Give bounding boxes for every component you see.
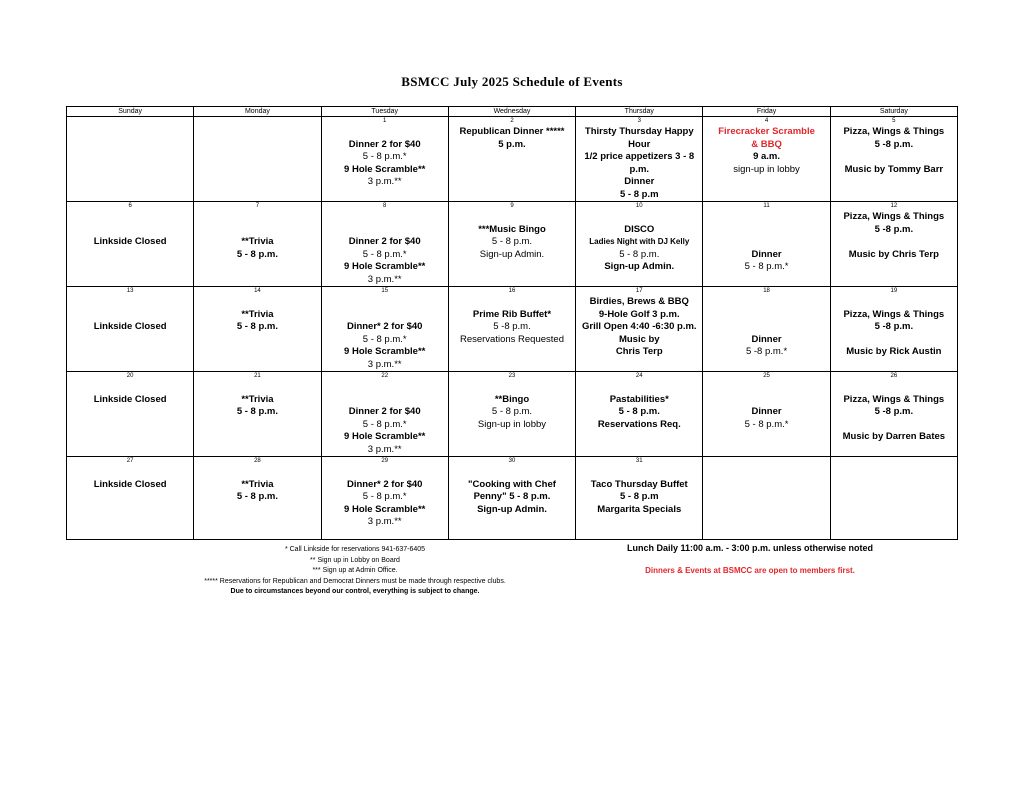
week-row bbox=[67, 202, 958, 287]
event-line bbox=[831, 419, 957, 432]
day-number: 9 bbox=[510, 203, 514, 209]
event-line: Music by Rick Austin bbox=[846, 346, 942, 357]
day-events bbox=[703, 126, 829, 176]
day-cell bbox=[194, 287, 321, 372]
week-row bbox=[67, 457, 958, 540]
day-cell bbox=[576, 457, 703, 540]
day-cell bbox=[194, 202, 321, 287]
event-line: 9 a.m. bbox=[753, 151, 781, 162]
event-line: & BBQ bbox=[751, 138, 782, 150]
day-cell bbox=[67, 117, 194, 202]
day-cell bbox=[830, 457, 957, 540]
event-line bbox=[576, 381, 702, 394]
day-cell bbox=[194, 117, 321, 202]
day-number: 27 bbox=[126, 458, 134, 464]
day-number bbox=[194, 117, 320, 126]
day-number: 3 bbox=[637, 118, 641, 124]
day-number bbox=[831, 457, 957, 466]
day-events bbox=[703, 211, 829, 274]
day-number: 11 bbox=[763, 203, 770, 209]
event-line bbox=[576, 211, 702, 224]
day-cell bbox=[703, 287, 830, 372]
day-number: 13 bbox=[126, 288, 134, 294]
event-line bbox=[703, 224, 829, 237]
event-line: Linkside Closed bbox=[93, 478, 167, 490]
day-number: 24 bbox=[635, 373, 643, 379]
day-number bbox=[67, 117, 193, 126]
footnotes bbox=[170, 545, 540, 598]
day-number: 7 bbox=[255, 203, 260, 209]
event-line: 5 - 8 p.m. bbox=[491, 406, 533, 417]
day-number: 12 bbox=[890, 203, 898, 209]
event-line: 3 p.m.** bbox=[367, 443, 402, 455]
day-events bbox=[322, 381, 448, 456]
event-line: 3 p.m.** bbox=[367, 358, 402, 370]
footnote-line: Due to circumstances beyond our control, everything is subject to change. bbox=[230, 588, 480, 595]
footnote-line: ***** Reservations for Republican and Democrat Dinners must be made through respective clubs. bbox=[204, 577, 506, 585]
day-number: 25 bbox=[763, 373, 770, 379]
day-number: 17 bbox=[635, 288, 643, 294]
event-line bbox=[449, 381, 575, 394]
event-line: Dinner* 2 for $40 bbox=[346, 321, 423, 332]
event-line bbox=[831, 236, 957, 249]
day-number: 29 bbox=[381, 458, 389, 464]
event-line bbox=[703, 236, 829, 249]
event-line: 5 -8 p.m. bbox=[874, 138, 914, 150]
day-cell bbox=[67, 287, 194, 372]
event-line: 5 - 8 p.m. bbox=[618, 406, 660, 417]
day-events bbox=[703, 381, 829, 431]
event-line: Pastabilities* bbox=[609, 393, 669, 405]
event-line: Thirsty Thursday Happy Hour bbox=[584, 126, 694, 150]
day-number: 18 bbox=[763, 288, 770, 294]
event-line: Pizza, Wings & Things bbox=[843, 211, 945, 222]
event-line bbox=[703, 394, 829, 407]
event-line: 9-Hole Golf 3 p.m. bbox=[598, 308, 680, 320]
day-cell bbox=[576, 117, 703, 202]
weekday-header-saturday: Saturday bbox=[830, 107, 957, 117]
event-line: Sign-up Admin. bbox=[479, 248, 545, 260]
day-number: 19 bbox=[890, 288, 898, 294]
event-line bbox=[449, 466, 575, 479]
day-cell bbox=[576, 287, 703, 372]
day-cell bbox=[448, 117, 575, 202]
event-line: Dinner 2 for $40 bbox=[348, 138, 421, 150]
event-line: 5 - 8 p.m bbox=[619, 491, 659, 502]
event-line: Dinner 2 for $40 bbox=[348, 236, 421, 247]
day-events bbox=[449, 381, 575, 431]
day-events bbox=[449, 126, 575, 151]
event-line bbox=[449, 296, 575, 309]
event-line: Grill Open 4:40 -6:30 p.m. bbox=[581, 321, 697, 332]
footnote-line: * Call Linkside for reservations 941-637-6405 bbox=[284, 546, 426, 553]
event-line: 9 Hole Scramble** bbox=[344, 261, 426, 272]
day-events bbox=[831, 381, 957, 444]
day-events bbox=[322, 296, 448, 371]
day-events bbox=[67, 466, 193, 491]
day-events bbox=[831, 126, 957, 176]
day-cell bbox=[321, 202, 448, 287]
event-line: 3 p.m.** bbox=[367, 273, 402, 285]
day-events bbox=[576, 211, 702, 274]
calendar-body bbox=[67, 117, 958, 540]
footnote-line: ** Sign up in Lobby on Board bbox=[310, 556, 400, 564]
day-events bbox=[831, 211, 957, 261]
event-line: 5 - 8 p.m. bbox=[619, 248, 660, 260]
day-events bbox=[194, 296, 320, 334]
event-line: 5 - 8 p.m.* bbox=[362, 333, 407, 345]
footnote-line: *** Sign up at Admin Office. bbox=[312, 567, 398, 574]
day-number: 21 bbox=[254, 373, 261, 379]
event-line: Firecracker Scramble bbox=[718, 126, 815, 137]
day-events bbox=[831, 296, 957, 359]
event-line: Republican Dinner ***** bbox=[459, 126, 565, 137]
event-line bbox=[322, 394, 448, 407]
event-line: Pizza, Wings & Things bbox=[843, 393, 945, 405]
day-events bbox=[703, 296, 829, 359]
event-line bbox=[703, 309, 829, 322]
event-line bbox=[831, 334, 957, 347]
day-cell bbox=[703, 117, 830, 202]
event-line bbox=[67, 381, 193, 394]
day-number: 23 bbox=[508, 373, 516, 379]
event-line: sign-up in lobby bbox=[733, 163, 800, 175]
event-line bbox=[703, 296, 829, 309]
event-line: Music by bbox=[618, 333, 660, 345]
event-line bbox=[703, 321, 829, 334]
day-cell bbox=[321, 117, 448, 202]
event-line: Music by Darren Bates bbox=[842, 431, 946, 442]
event-line bbox=[322, 296, 448, 309]
event-line: DISCO bbox=[624, 223, 655, 235]
day-number: 10 bbox=[635, 203, 643, 209]
event-line: 5 - 8 p.m. bbox=[236, 248, 279, 260]
page-title: BSMCC July 2025 Schedule of Events bbox=[401, 74, 623, 89]
day-cell bbox=[448, 372, 575, 457]
day-cell bbox=[576, 202, 703, 287]
day-cell bbox=[830, 372, 957, 457]
event-line bbox=[322, 466, 448, 479]
event-line: Dinner bbox=[751, 406, 782, 417]
event-line bbox=[67, 224, 193, 237]
event-line: 5 - 8 p.m.* bbox=[744, 418, 789, 430]
day-number: 30 bbox=[508, 458, 516, 464]
event-line bbox=[703, 381, 829, 394]
day-cell bbox=[703, 202, 830, 287]
day-events bbox=[194, 466, 320, 504]
day-events bbox=[322, 211, 448, 286]
event-line: Margarita Specials bbox=[597, 503, 682, 515]
event-line: Dinner 2 for $40 bbox=[348, 406, 421, 417]
event-line: **Bingo bbox=[494, 393, 530, 405]
event-line bbox=[67, 309, 193, 322]
event-line: Linkside Closed bbox=[93, 236, 167, 247]
day-number: 2 bbox=[510, 118, 514, 124]
day-cell bbox=[576, 372, 703, 457]
day-events bbox=[322, 466, 448, 529]
event-line bbox=[194, 381, 320, 394]
event-line bbox=[831, 151, 957, 164]
event-line bbox=[831, 381, 957, 394]
event-line: Reservations Req. bbox=[597, 418, 681, 430]
event-line: "Cooking with Chef bbox=[468, 478, 556, 490]
day-number: 31 bbox=[635, 458, 643, 464]
event-line: Dinner bbox=[751, 248, 782, 260]
event-line: 5 -8 p.m. bbox=[493, 321, 531, 332]
event-line: Pizza, Wings & Things bbox=[843, 308, 945, 320]
weekday-header-friday: Friday bbox=[703, 107, 830, 117]
day-events bbox=[194, 381, 320, 419]
event-line: Prime Rib Buffet* bbox=[472, 308, 552, 320]
weekday-header-monday: Monday bbox=[194, 107, 321, 117]
event-line: 9 Hole Scramble** bbox=[344, 503, 426, 515]
day-number: 15 bbox=[381, 288, 389, 294]
event-line bbox=[322, 224, 448, 237]
event-line: Sign-up Admin. bbox=[477, 503, 547, 515]
event-line: 5 p.m. bbox=[498, 138, 526, 150]
day-cell bbox=[703, 372, 830, 457]
event-line: 5 - 8 p.m.* bbox=[744, 261, 789, 272]
event-line: 1/2 price appetizers 3 - 8 p.m. bbox=[584, 151, 695, 175]
event-line bbox=[322, 211, 448, 224]
day-cell bbox=[67, 202, 194, 287]
event-line bbox=[67, 466, 193, 479]
event-line: Penny" 5 - 8 p.m. bbox=[473, 491, 551, 502]
day-number: 16 bbox=[508, 288, 516, 294]
event-line: 5 - 8 p.m. bbox=[236, 491, 279, 502]
event-line bbox=[194, 466, 320, 479]
event-line: Music by Chris Terp bbox=[848, 248, 939, 260]
event-line bbox=[194, 296, 320, 309]
day-cell bbox=[830, 117, 957, 202]
day-number: 4 bbox=[764, 118, 769, 124]
weekday-header-row bbox=[67, 107, 958, 117]
event-line: 5 - 8 p.m.* bbox=[362, 418, 407, 430]
event-line: 9 Hole Scramble** bbox=[344, 431, 426, 442]
day-cell bbox=[321, 457, 448, 540]
event-line: Chris Terp bbox=[615, 346, 663, 357]
event-line: Linkside Closed bbox=[93, 321, 167, 332]
event-line: 5 - 8 p.m.* bbox=[362, 151, 407, 162]
week-row bbox=[67, 117, 958, 202]
day-events bbox=[449, 296, 575, 346]
day-events bbox=[67, 211, 193, 249]
day-cell bbox=[830, 287, 957, 372]
event-line: **Trivia bbox=[241, 393, 274, 405]
event-line: 5 - 8 p.m bbox=[619, 188, 659, 200]
event-line: 5 - 8 p.m.* bbox=[362, 491, 407, 502]
event-line bbox=[449, 211, 575, 224]
event-line bbox=[703, 211, 829, 224]
day-cell bbox=[321, 287, 448, 372]
event-line bbox=[67, 296, 193, 309]
weekday-header-tuesday: Tuesday bbox=[321, 107, 448, 117]
members-first-note: Dinners & Events at BSMCC are open to members first. bbox=[645, 566, 855, 575]
event-line: 9 Hole Scramble** bbox=[344, 163, 426, 175]
weekday-header-thursday: Thursday bbox=[576, 107, 703, 117]
event-line: Ladies Night with DJ Kelly bbox=[589, 237, 690, 246]
event-line: 5 - 8 p.m. bbox=[236, 321, 279, 332]
day-events bbox=[449, 466, 575, 516]
day-number bbox=[703, 457, 829, 466]
event-line bbox=[322, 309, 448, 322]
day-cell bbox=[321, 372, 448, 457]
day-number: 8 bbox=[383, 203, 387, 209]
day-cell bbox=[448, 287, 575, 372]
event-line: 3 p.m.** bbox=[367, 176, 402, 187]
week-row bbox=[67, 372, 958, 457]
day-cell bbox=[194, 372, 321, 457]
day-events bbox=[576, 466, 702, 516]
day-events bbox=[67, 296, 193, 334]
calendar-table bbox=[66, 106, 958, 540]
event-line: Dinner bbox=[624, 176, 655, 187]
event-line: 5 -8 p.m. bbox=[874, 321, 914, 332]
day-number: 1 bbox=[383, 118, 387, 124]
event-line: 5 -8 p.m.* bbox=[745, 346, 788, 357]
event-line: **Trivia bbox=[241, 478, 274, 490]
event-line: Birdies, Brews & BBQ bbox=[589, 296, 689, 307]
event-line bbox=[831, 296, 957, 309]
event-line bbox=[67, 211, 193, 224]
day-cell bbox=[67, 457, 194, 540]
day-cell bbox=[448, 457, 575, 540]
event-line bbox=[322, 126, 448, 139]
day-cell bbox=[194, 457, 321, 540]
event-line: 3 p.m.** bbox=[367, 516, 402, 527]
event-line: **Trivia bbox=[241, 308, 274, 320]
day-number: 6 bbox=[128, 203, 132, 209]
day-cell bbox=[448, 202, 575, 287]
weekday-header-sunday: Sunday bbox=[67, 107, 194, 117]
day-number: 20 bbox=[126, 373, 134, 379]
event-line: 5 - 8 p.m. bbox=[236, 406, 279, 417]
event-line bbox=[194, 224, 320, 237]
week-row bbox=[67, 287, 958, 372]
day-events bbox=[322, 126, 448, 189]
day-cell bbox=[830, 202, 957, 287]
event-line: Sign-up Admin. bbox=[604, 261, 675, 272]
event-line: Linkside Closed bbox=[93, 393, 167, 405]
event-line: 5 -8 p.m. bbox=[874, 223, 914, 235]
event-line: Dinner* 2 for $40 bbox=[346, 478, 423, 490]
day-events bbox=[67, 381, 193, 406]
event-line: 5 - 8 p.m.* bbox=[362, 248, 407, 260]
day-number: 26 bbox=[890, 373, 898, 379]
event-line: Taco Thursday Buffet bbox=[590, 478, 688, 490]
event-line: 9 Hole Scramble** bbox=[344, 346, 426, 357]
day-events bbox=[576, 126, 702, 201]
day-events bbox=[194, 211, 320, 261]
event-line: Dinner bbox=[751, 333, 782, 345]
day-number: 28 bbox=[254, 458, 261, 464]
event-line bbox=[576, 466, 702, 479]
day-events bbox=[449, 211, 575, 261]
event-line bbox=[194, 211, 320, 224]
day-events bbox=[576, 381, 702, 431]
event-line: 5 -8 p.m. bbox=[874, 406, 914, 417]
event-line: **Trivia bbox=[241, 236, 274, 247]
day-cell bbox=[67, 372, 194, 457]
event-line: Music by Tommy Barr bbox=[844, 163, 944, 175]
day-number: 14 bbox=[254, 288, 261, 294]
lunch-note: Lunch Daily 11:00 a.m. - 3:00 p.m. unless otherwise noted bbox=[626, 543, 874, 553]
day-number: 22 bbox=[381, 373, 389, 379]
day-number: 5 bbox=[892, 118, 896, 124]
event-line: Pizza, Wings & Things bbox=[843, 126, 945, 137]
event-line: 5 - 8 p.m. bbox=[491, 236, 533, 247]
event-line: Reservations Requested bbox=[459, 333, 564, 345]
event-line: Sign-up in lobby bbox=[477, 418, 547, 430]
day-events bbox=[576, 296, 702, 359]
event-line: ***Music Bingo bbox=[478, 223, 546, 235]
weekday-header-wednesday: Wednesday bbox=[448, 107, 575, 117]
event-line bbox=[322, 381, 448, 394]
day-cell bbox=[703, 457, 830, 540]
